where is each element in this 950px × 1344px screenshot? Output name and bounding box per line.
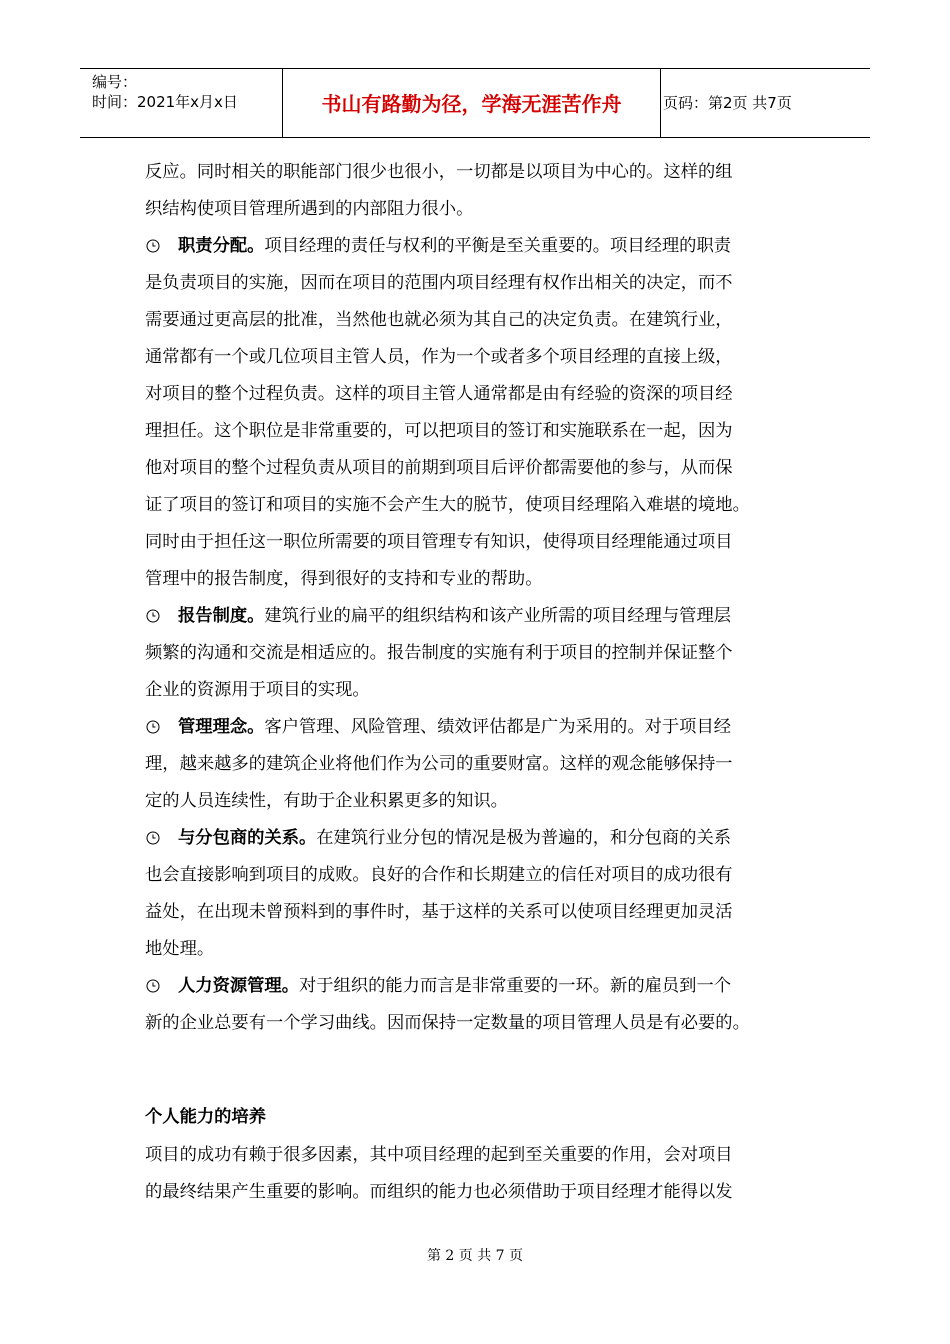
text-line: 新的企业总要有一个学习曲线。因而保持一定数量的项目管理人员是有必要的。 <box>145 1013 750 1033</box>
text-line: 企业的资源用于项目的实现。 <box>145 680 370 700</box>
clock-icon <box>145 608 161 624</box>
text-line: 需要通过更高层的批准，当然他也就必须为其自己的决定负责。在建筑行业， <box>145 310 733 330</box>
text-line: 也会直接影响到项目的成败。良好的合作和长期建立的信任对项目的成功很有 <box>145 865 733 885</box>
text-line: 同时由于担任这一职位所需要的项目管理专有知识，使得项目经理能通过项目 <box>145 532 733 552</box>
bullet-title: 与分包商的关系。 <box>178 828 317 848</box>
text-line: 通常都有一个或几位项目主管人员，作为一个或者多个项目经理的直接上级， <box>145 347 733 367</box>
bullet-text: 在建筑行业分包的情况是极为普遍的，和分包商的关系 <box>316 828 732 848</box>
bullet-text: 对于组织的能力而言是非常重要的一环。新的雇员到一个 <box>298 976 732 996</box>
text-line: 对项目的整个过程负责。这样的项目主管人通常都是由有经验的资深的项目经 <box>145 384 733 404</box>
bullet-text: 客户管理、风险管理、绩效评估都是广为采用的。对于项目经 <box>264 717 732 737</box>
clock-icon <box>145 238 161 254</box>
bullet-title: 人力资源管理。 <box>178 976 299 996</box>
bullet-title: 报告制度。 <box>178 606 265 626</box>
text-line: 益处，在出现未曾预料到的事件时，基于这样的关系可以使项目经理更加灵活 <box>145 902 733 922</box>
text-line: 织结构使项目管理所遇到的内部阻力很小。 <box>145 199 474 219</box>
bullet-item <box>178 715 731 739</box>
bullet-item <box>178 604 731 628</box>
section-heading: 个人能力的培养 <box>145 1107 266 1127</box>
time-label: 时间：2021年x月x日 <box>92 93 238 111</box>
text-line: 地处理。 <box>145 939 215 959</box>
text-line: 是负责项目的实施，因而在项目的范围内项目经理有权作出相关的决定，而不 <box>145 273 733 293</box>
text-line: 理担任。这个职位是非常重要的，可以把项目的签订和实施联系在一起，因为 <box>145 421 733 441</box>
motto: 书山有路勤为径，学海无涯苦作舟 <box>321 92 622 116</box>
text-line: 理，越来越多的建筑企业将他们作为公司的重要财富。这样的观念能够保持一 <box>145 754 733 774</box>
page-code: 页码：第2页 共7页 <box>663 94 792 112</box>
text-line: 反应。同时相关的职能部门很少也很小，一切都是以项目为中心的。这样的组 <box>145 162 733 182</box>
bullet-item <box>178 974 731 998</box>
text-line: 定的人员连续性，有助于企业积累更多的知识。 <box>145 791 508 811</box>
bullet-item <box>178 826 731 850</box>
page-footer: 第 2 页 共 7 页 <box>426 1248 524 1264</box>
bullet-title: 职责分配。 <box>178 236 265 256</box>
clock-icon <box>145 719 161 735</box>
text-line: 项目的成功有赖于很多因素，其中项目经理的起到至关重要的作用，会对项目 <box>145 1145 733 1165</box>
text-line: 证了项目的签订和项目的实施不会产生大的脱节，使项目经理陷入难堪的境地。 <box>145 495 750 515</box>
bullet-text: 建筑行业的扁平的组织结构和该产业所需的项目经理与管理层 <box>264 606 732 626</box>
text-line: 频繁的沟通和交流是相适应的。报告制度的实施有利于项目的控制并保证整个 <box>145 643 733 663</box>
clock-icon <box>145 978 161 994</box>
number-label: 编号： <box>92 73 138 91</box>
clock-icon <box>145 830 161 846</box>
text-line: 的最终结果产生重要的影响。而组织的能力也必须借助于项目经理才能得以发 <box>145 1182 733 1202</box>
text-line: 管理中的报告制度，得到很好的支持和专业的帮助。 <box>145 569 543 589</box>
bullet-title: 管理理念。 <box>178 717 265 737</box>
text-line: 他对项目的整个过程负责从项目的前期到项目后评价都需要他的参与，从而保 <box>145 458 733 478</box>
bullet-text: 项目经理的责任与权利的平衡是至关重要的。项目经理的职责 <box>264 236 732 256</box>
bullet-item <box>178 234 731 258</box>
